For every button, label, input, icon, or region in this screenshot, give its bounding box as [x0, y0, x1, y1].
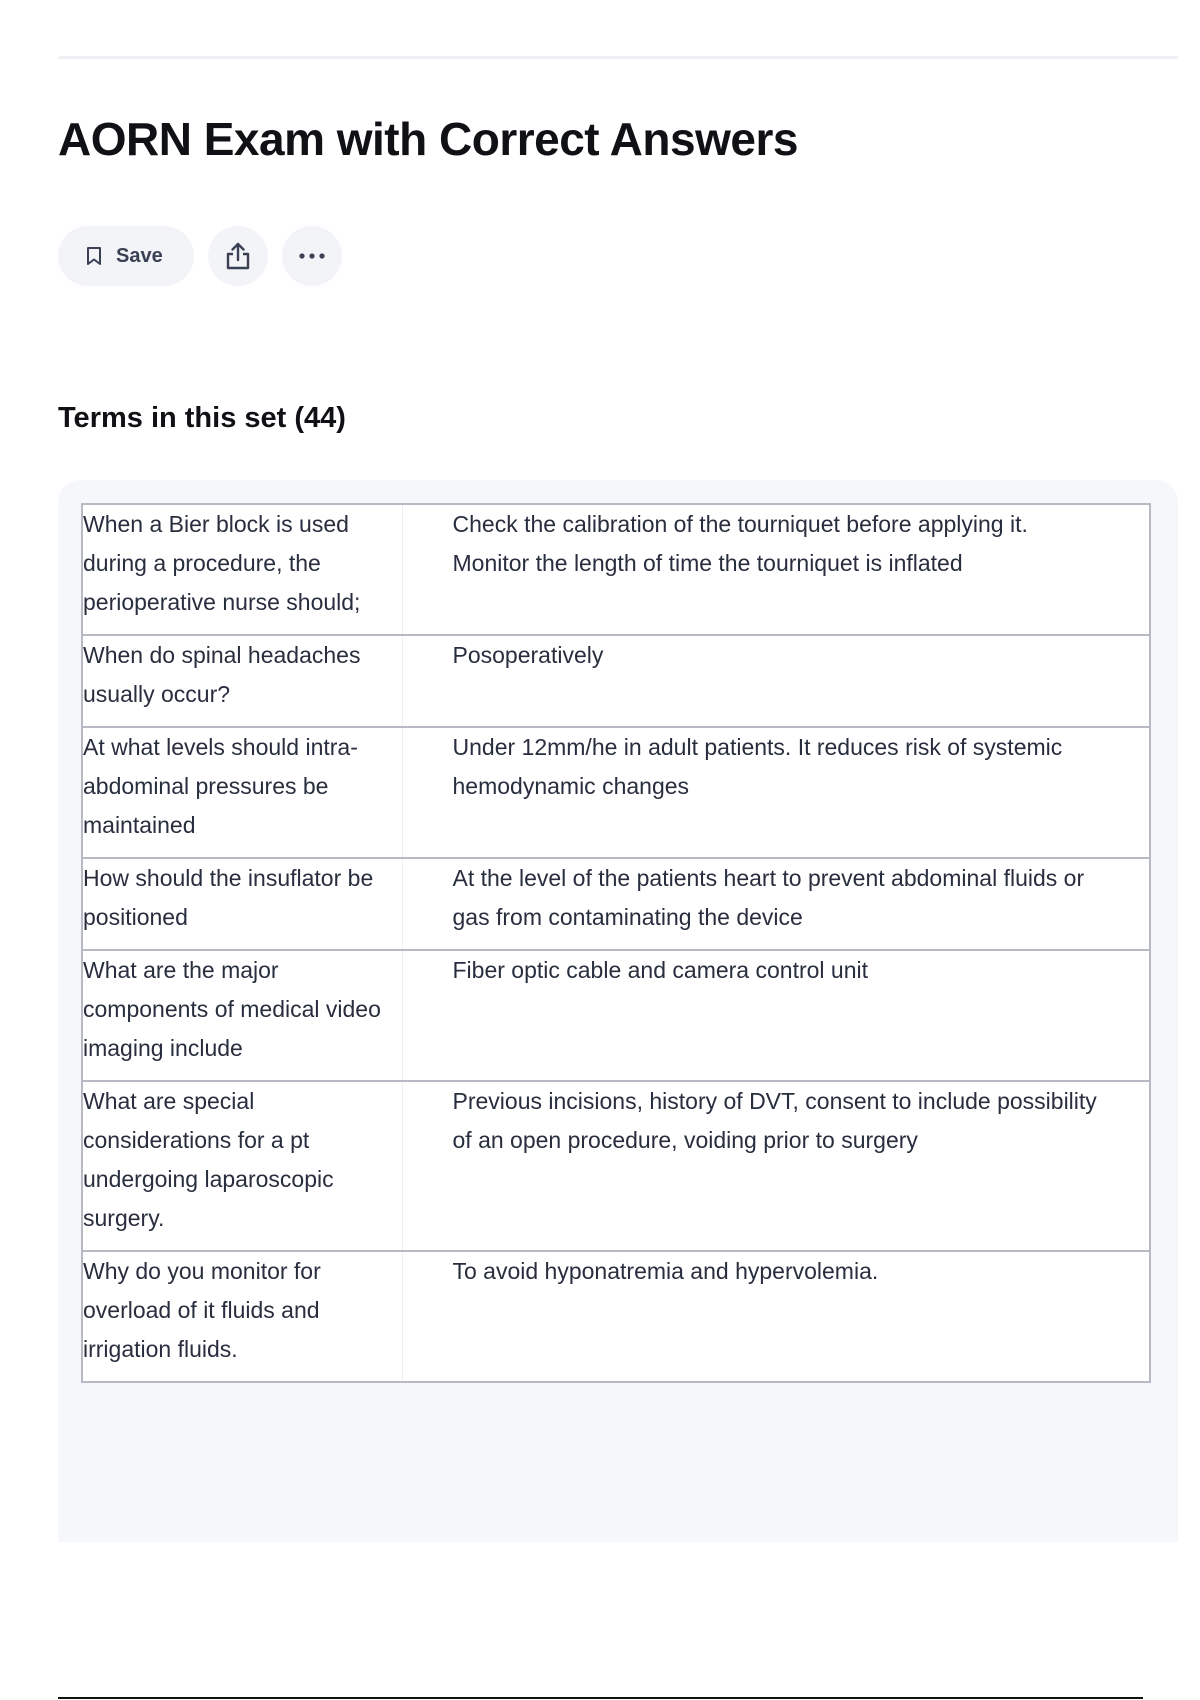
term-row	[82, 504, 1150, 635]
definition-text: Under 12mm/he in adult patients. It reduces risk of systemic hemodynamic changes	[402, 727, 1150, 858]
bookmark-icon	[86, 246, 102, 266]
terms-panel	[58, 480, 1178, 1542]
terms-table	[81, 503, 1151, 1383]
term-row	[82, 858, 1150, 950]
definition-text: Previous incisions, history of DVT, consent to include possibility of an open procedure, voiding prior to surgery	[402, 1081, 1150, 1251]
page-title: AORN Exam with Correct Answers	[58, 113, 798, 165]
term-row	[82, 1251, 1150, 1382]
term-row	[82, 635, 1150, 727]
definition-text: Check the calibration of the tourniquet before applying it. Monitor the length of time the tourniquet is inflated	[402, 504, 1150, 635]
top-divider	[58, 56, 1178, 59]
save-button[interactable]	[58, 226, 194, 286]
action-bar	[58, 226, 342, 286]
more-horizontal-icon	[298, 252, 326, 260]
term-text: At what levels should intra-abdominal pressures be maintained	[82, 727, 402, 858]
term-text: How should the insuflator be positioned	[82, 858, 402, 950]
definition-text: At the level of the patients heart to prevent abdominal fluids or gas from contaminating the device	[402, 858, 1150, 950]
term-text: When do spinal headaches usually occur?	[82, 635, 402, 727]
bottom-divider	[58, 1697, 1143, 1699]
term-text: Why do you monitor for overload of it fluids and irrigation fluids.	[82, 1251, 402, 1382]
term-row	[82, 950, 1150, 1081]
save-button-label: Save	[116, 244, 163, 267]
more-options-button[interactable]	[282, 226, 342, 286]
term-row	[82, 1081, 1150, 1251]
terms-heading: Terms in this set (44)	[58, 402, 346, 434]
definition-text: Fiber optic cable and camera control unit	[402, 950, 1150, 1081]
share-button[interactable]	[208, 226, 268, 286]
term-row	[82, 727, 1150, 858]
term-text: When a Bier block is used during a procedure, the perioperative nurse should;	[82, 504, 402, 635]
term-text: What are the major components of medical video imaging include	[82, 950, 402, 1081]
share-icon	[224, 241, 252, 271]
term-text: What are special considerations for a pt undergoing laparoscopic surgery.	[82, 1081, 402, 1251]
definition-text: Posoperatively	[402, 635, 1150, 727]
definition-text: To avoid hyponatremia and hypervolemia.	[402, 1251, 1150, 1382]
